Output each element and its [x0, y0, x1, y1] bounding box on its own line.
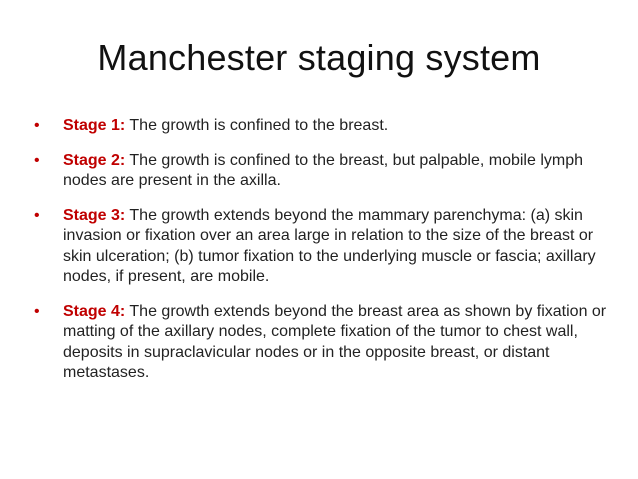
stage-list: [34, 116, 624, 398]
bullet-icon: •: [34, 117, 40, 134]
stage-label: Stage 2:: [63, 151, 126, 169]
stage-description: The growth extends beyond the mammary parenchyma: (a) skin invasion or fixation over an area large in relation to the size of the breast or skin ulceration; (b) tumor fixation to the underlying muscle or fascia; axillary nodes, if present, are mobile.: [63, 206, 596, 285]
bullet-icon: •: [34, 302, 40, 320]
stage-label: Stage 4:: [63, 302, 126, 320]
slide-title: Manchester staging system: [97, 37, 541, 78]
list-item-stage-1: [34, 116, 624, 137]
bullet-icon: •: [34, 151, 40, 169]
list-item-stage-2: [34, 151, 624, 192]
list-item-stage-4: [34, 302, 624, 384]
bullet-icon: •: [34, 206, 40, 224]
stage-label: Stage 3:: [63, 206, 126, 224]
stage-description: The growth is confined to the breast, but palpable, mobile lymph nodes are present in the axilla.: [63, 151, 583, 189]
stage-label: Stage 1:: [63, 117, 126, 134]
stage-description: The growth extends beyond the breast area as shown by fixation or matting of the axillary nodes, complete fixation of the tumor to chest wall, deposits in supraclavicular nodes or in the opposite breast, or distant metastases.: [63, 302, 607, 381]
list-item-stage-3: [34, 206, 624, 288]
stage-description: The growth is confined to the breast.: [129, 117, 389, 134]
